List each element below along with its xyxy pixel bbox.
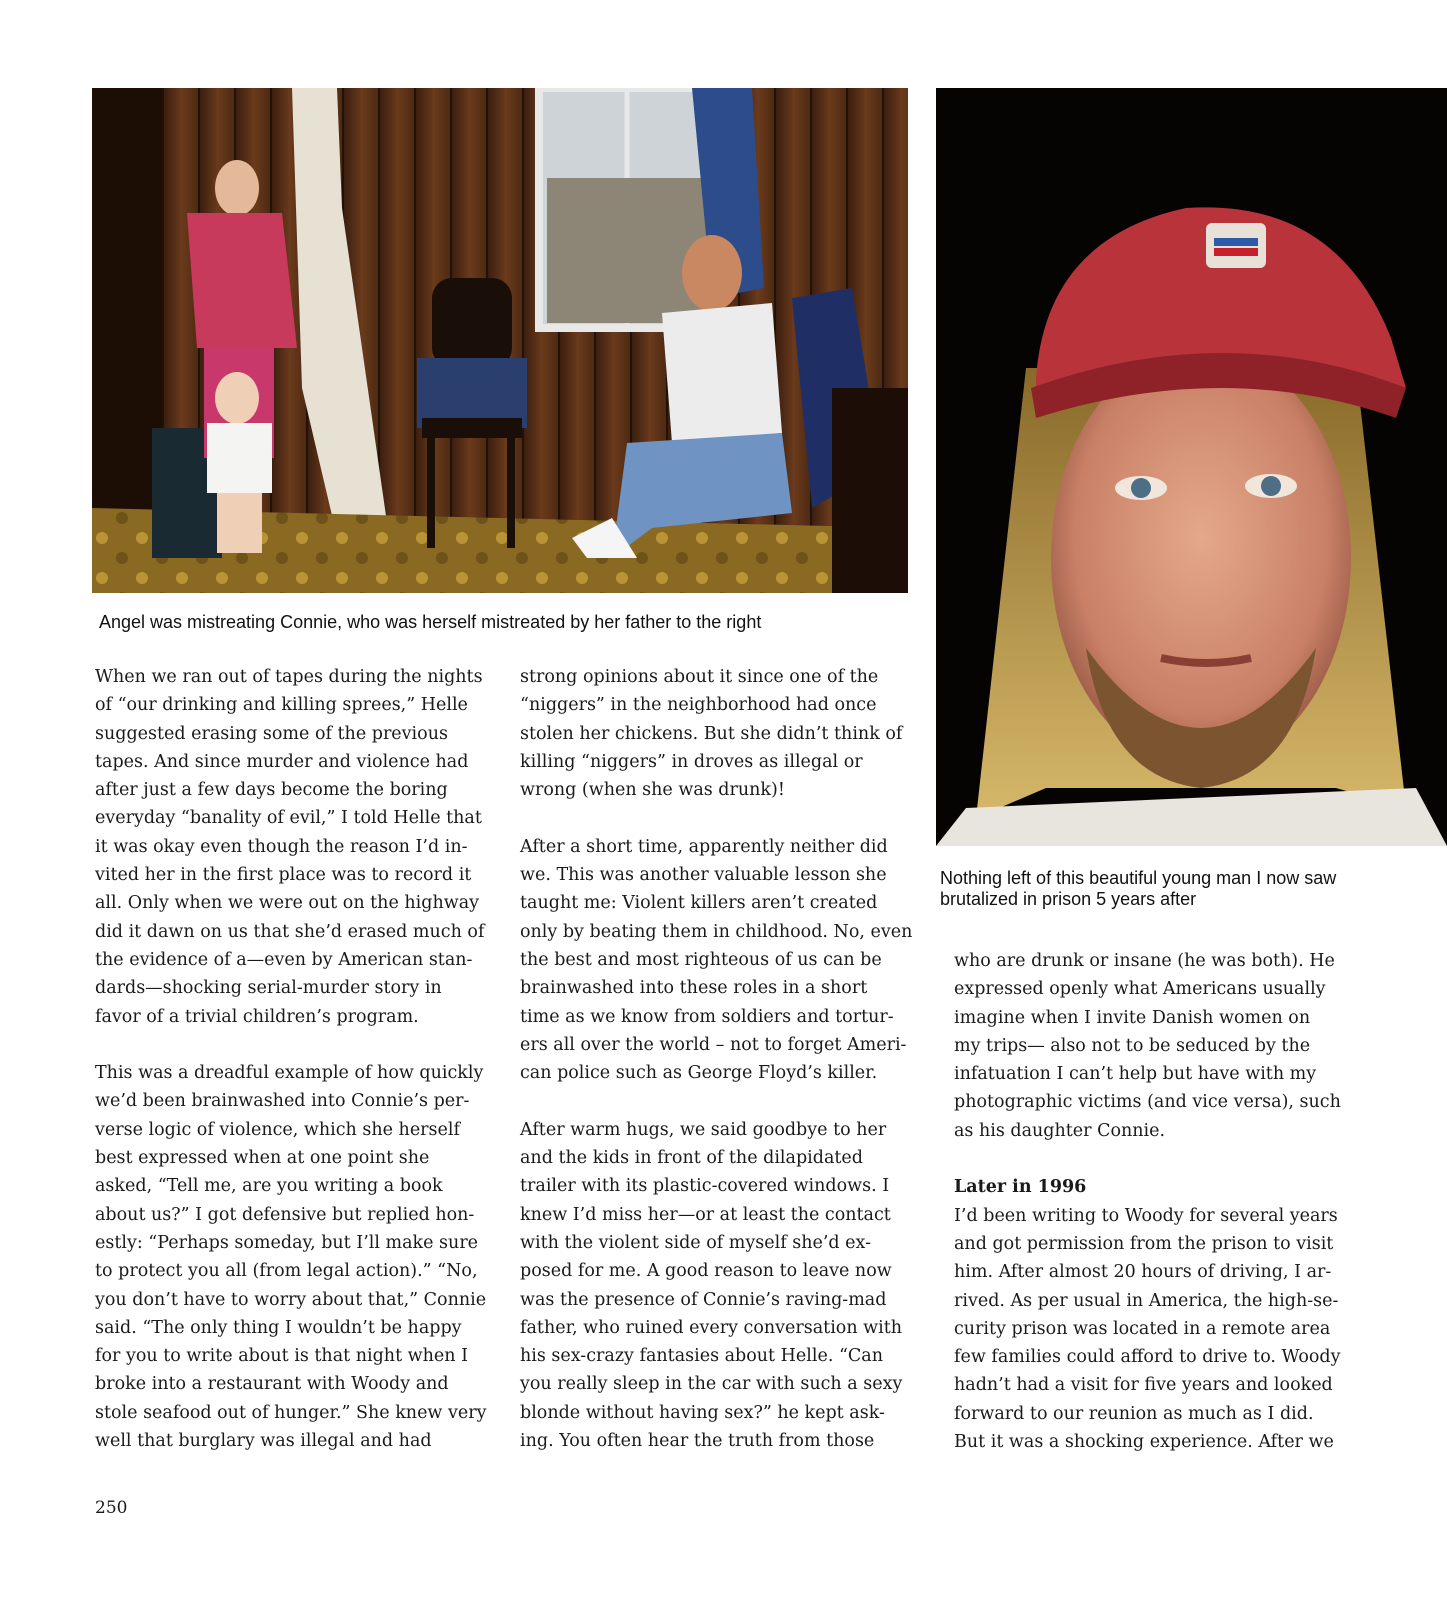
text-column-1 <box>95 663 505 1455</box>
text-column-2 <box>520 663 930 1455</box>
family-interior-illustration <box>92 88 908 593</box>
paragraph: When we ran out of tapes during the nights of “our drinking and killing sprees,” Helle suggested erasing some of the previous tapes. And since murder and violence had after just a few days become the boring everyday “banality of evil,” I told Helle that it was okay even though the reason I’d in- vited her in the first place was to record it all. Only when we were out on the highway did it dawn on us that she’d erased much of the evidence of a—even by American stan- dards—shocking serial-murder story in favor of a trivial children’s program. <box>95 667 485 1027</box>
portrait-illustration <box>936 88 1447 846</box>
paragraph: After a short time, apparently neither did we. This was another valuable lesson she taught me: Violent killers aren’t created only by beating them in childhood. No, even the best and most righteous of us can be brainwashed into these roles in a short time as we know from soldiers and tortur- ers all over the world – not to forget Ameri- can police such as George Floyd’s killer. <box>520 836 913 1084</box>
paragraph: strong opinions about it since one of the “niggers” in the neighborhood had once stolen her chickens. But she didn’t think of killing “niggers” in droves as illegal or wrong (when she was drunk)! <box>520 667 903 801</box>
section-with-subhead <box>954 1173 1364 1456</box>
paragraph: who are drunk or insane (he was both). He expressed openly what Americans usually imagine when I invite Danish women on my trips— also not to be seduced by the infatuation I can’t help but have with my photographic victims (and vice versa), such as his daughter Connie. <box>954 951 1341 1141</box>
paragraph: This was a dreadful example of how quickly we’d been brainwashed into Connie’s per- verse logic of violence, which she herself best expressed when at one point she asked, “Tell me, are you writing a book about us?” I got defensive but replied hon- estly: “Perhaps someday, but I’ll make sure to protect you all (from legal action).” “No, you don’t have to worry about that,” Connie said. “The only thing I wouldn’t be happy for you to write about is that night when I broke into a restaurant with Woody and stole seafood out of hunger.” She knew very well that burglary was illegal and had <box>95 1063 487 1452</box>
photo-family-interior <box>92 88 908 593</box>
paragraph: After warm hugs, we said goodbye to her and the kids in front of the dilapidated trailer with its plastic-covered windows. I knew I’d miss her—or at least the contact with the violent side of myself she’d ex- posed for me. A good reason to leave now was the presence of Connie’s raving-mad father, who ruined every conversation with his sex-crazy fantasies about Helle. “Can you really sleep in the car with such a sexy blonde without having sex?” he kept ask- ing. You often hear the truth from those <box>520 1119 903 1452</box>
text-column-3 <box>954 947 1364 1456</box>
photo-caption-family: Angel was mistreating Connie, who was herself mistreated by her father to the right <box>99 612 762 632</box>
section-subheading: Later in 1996 <box>954 1177 1087 1198</box>
page-number: 250 <box>95 1498 128 1518</box>
paragraph: I’d been writing to Woody for several years and got permission from the prison to visit him. After almost 20 hours of driving, I ar- rived. As per usual in America, the high-se- curity prison was located in a remote area few families could afford to drive to. Woody hadn’t had a visit for five years and looked forward to our reunion as much as I did. But it was a shocking experience. After we <box>954 1205 1341 1453</box>
photo-portrait-young-man <box>936 88 1447 846</box>
photo-caption-portrait: Nothing left of this beautiful young man I now saw brutalized in prison 5 years after <box>940 868 1337 909</box>
